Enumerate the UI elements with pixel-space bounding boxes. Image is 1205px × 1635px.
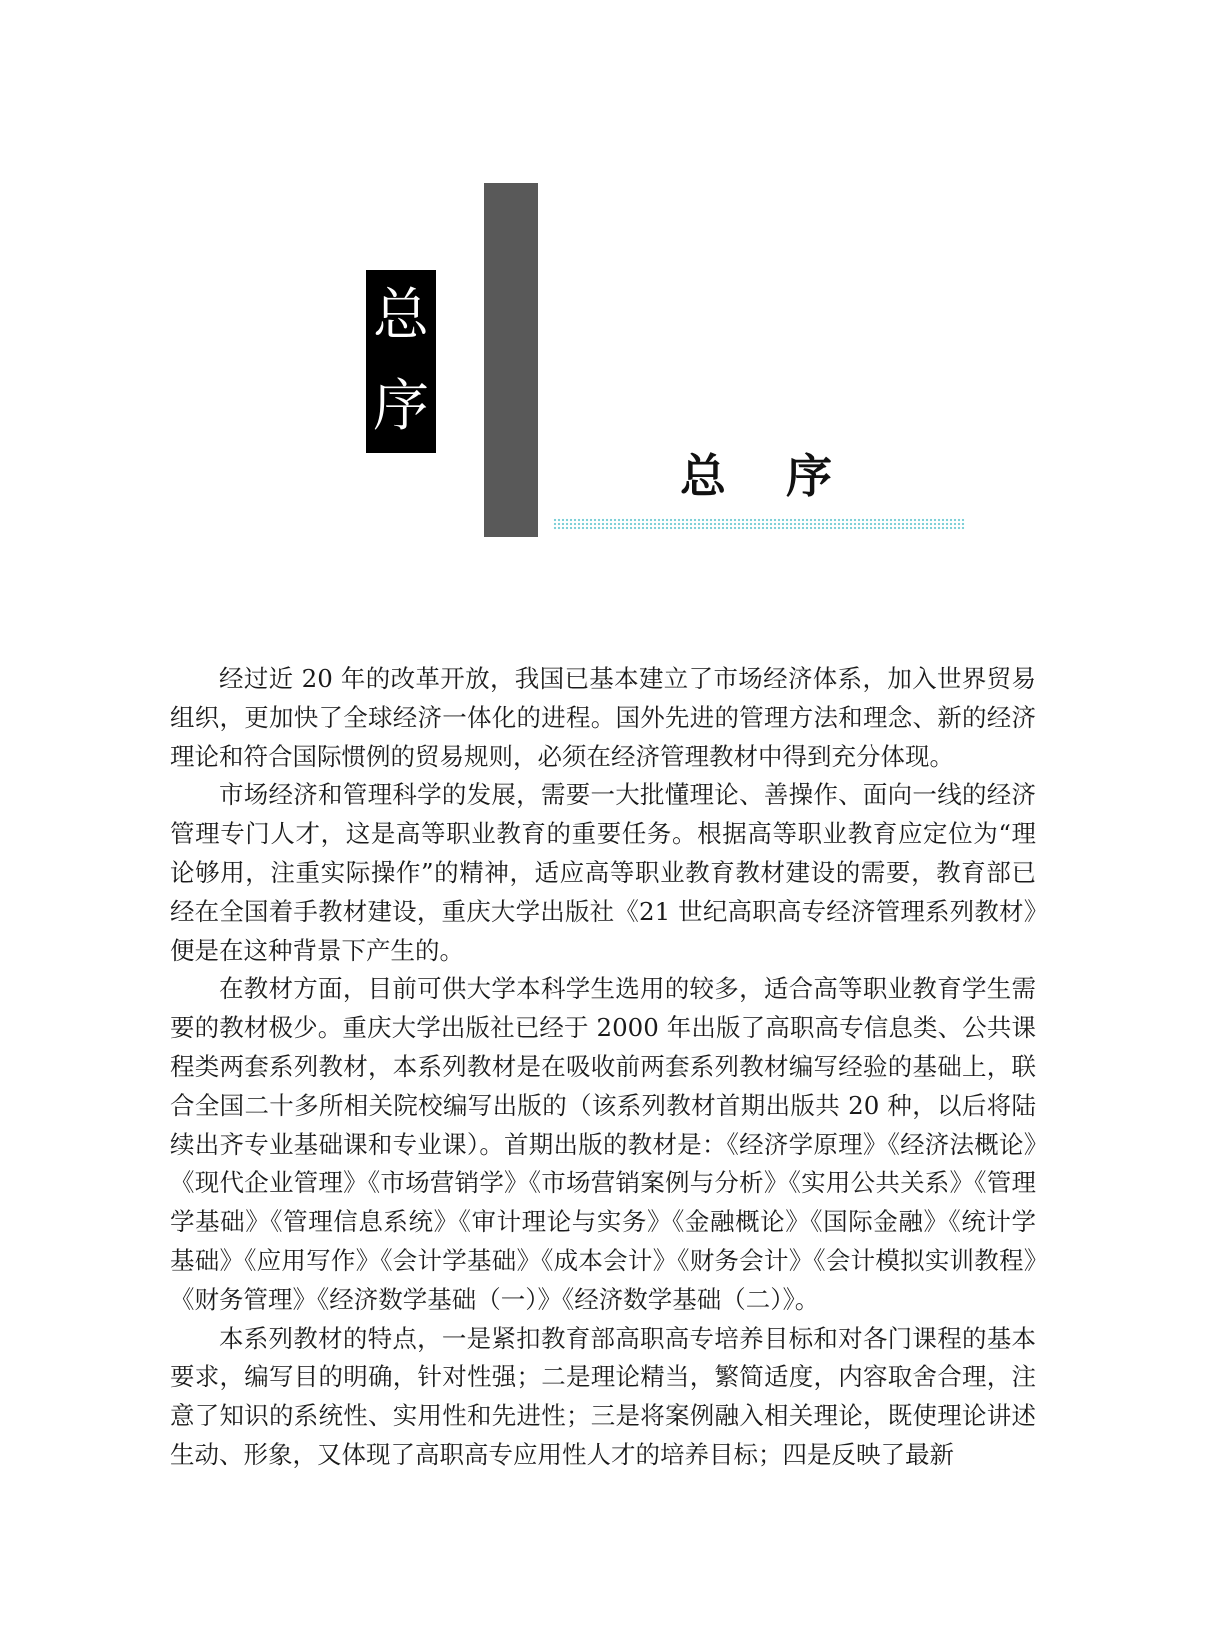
paragraph-2: 市场经济和管理科学的发展，需要一大批懂理论、善操作、面向一线的经济管理专门人才，这是高等职业教育的重要任务。根据高等职业教育应定位为“理论够用，注重实际操作”的精神，适应高等职业教育教材建设的需要，教育部已经在全国着手教材建设，重庆大学出版社《21 世纪高职高专经济管理系列教材》便是在这种背景下产生的。 <box>170 780 1036 965</box>
paragraph-1: 经过近 20 年的改革开放，我国已基本建立了市场经济体系，加入世界贸易组织，更加快了全球经济一体化的进程。国外先进的管理方法和理念、新的经济理论和符合国际惯例的贸易规则，必须在经济管理教材中得到充分体现。 <box>170 664 1036 771</box>
page-title-char-1: 总 <box>680 449 728 503</box>
paragraph-4: 本系列教材的特点，一是紧扣教育部高职高专培养目标和对各门课程的基本要求，编写目的明确，针对性强；二是理论精当，繁简适度，内容取舍合理，注意了知识的系统性、实用性和先进性；三是将案例融入相关理论，既使理论讲述生动、形象，又体现了高职高专应用性人才的培养目标；四是反映了最新 <box>170 1323 1036 1469</box>
side-title-badge <box>366 270 436 453</box>
decorative-gray-bar <box>484 183 538 537</box>
preface-body <box>170 660 1036 1475</box>
paragraph-3: 在教材方面，目前可供大学本科学生选用的较多，适合高等职业教育学生需要的教材极少。重庆大学出版社已经于 2000 年出版了高职高专信息类、公共课程类两套系列教材，本系列教材是在吸收前两套系列教材编写经验的基础上，联合全国二十多所相关院校编写出版的（该系列教材首期出版共 20 种，以后将陆续出齐专业基础课和专业课）。首期出版的教材是：《经济学原理》《经济法概论》《现代企业管理》《市场营销学》《市场营销案例与分析》《实用公共关系》《管理学基础》《管理信息系统》《审计理论与实务》《金融概论》《国际金融》《统计学基础》《应用写作》《会计学基础》《成本会计》《财务会计》《会计模拟实训教程》《财务管理》《经济数学基础（一）》《经济数学基础（二）》。 <box>170 974 1036 1314</box>
page-title <box>680 440 834 506</box>
page-title-char-2: 序 <box>786 449 834 503</box>
side-title-char-2: 序 <box>373 374 429 440</box>
side-title-char-1: 总 <box>373 282 429 348</box>
title-dotted-underline <box>553 518 965 530</box>
